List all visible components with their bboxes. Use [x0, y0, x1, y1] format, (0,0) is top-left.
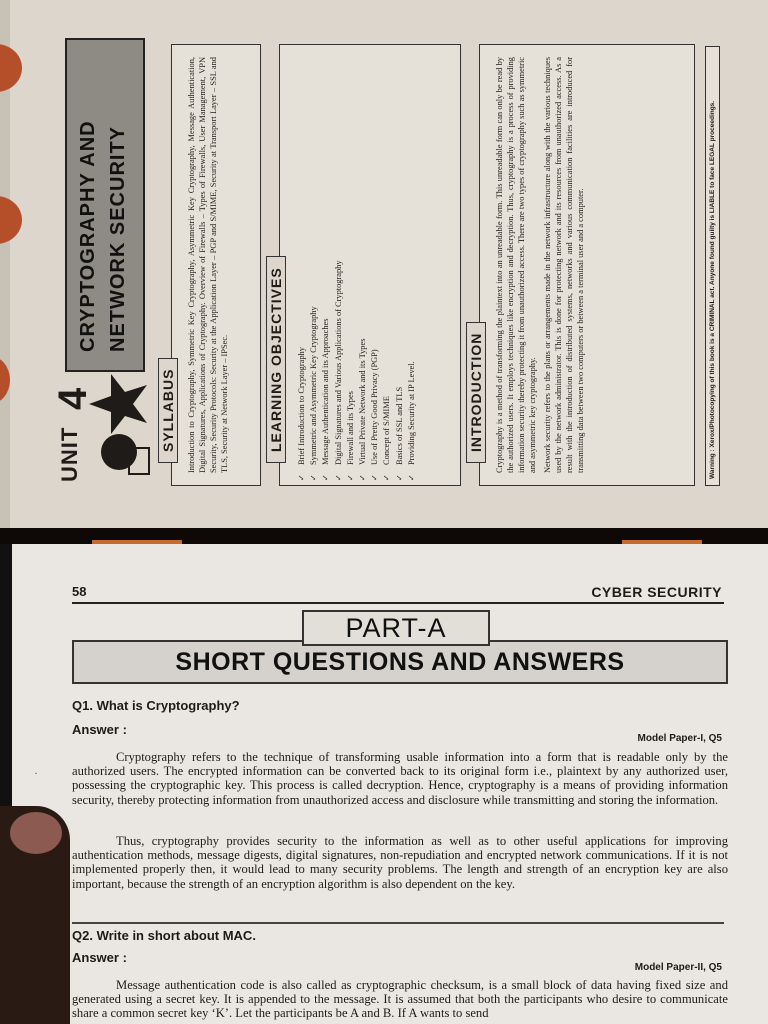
unit-label: UNIT: [57, 426, 82, 482]
learning-objectives-box: [268, 44, 461, 486]
pen-mark: ·: [34, 766, 38, 780]
unit-header: [47, 36, 157, 492]
objective-item: ✓ Virtual Private Network and its Types: [357, 57, 369, 465]
objective-item: ✓ Symmetric and Asymmetric Key Cryptography: [308, 57, 320, 465]
introduction-box: [468, 44, 695, 486]
objective-item: ✓ Firewall and its Types: [345, 57, 357, 465]
running-head: CYBER SECURITY: [591, 584, 722, 600]
objective-item: ✓ Use of Pretty Good Privacy (PGP): [369, 57, 381, 465]
section-title: SHORT QUESTIONS AND ANSWERS: [175, 648, 625, 676]
model-paper-ref: Model Paper-I, Q5: [637, 733, 722, 744]
introduction-heading: INTRODUCTION: [466, 322, 486, 463]
unit-title-line-1: CRYPTOGRAPHY AND: [77, 120, 99, 352]
part-title: PART-A: [345, 613, 447, 643]
objective-item: ✓ Providing Security at IP Level.: [406, 57, 418, 465]
syllabus-heading: SYLLABUS: [158, 358, 178, 463]
question-divider: [72, 922, 724, 924]
part-title-banner: [302, 610, 490, 646]
objectives-list: [280, 45, 424, 485]
syllabus-box: [160, 44, 261, 486]
answer-paragraph: Message authentication code is also called as cryptographic checksum, is a small block of data having fixed size and generated using a secret key. It is appended to the message. It is assumed that both the participants who desire to communicate share a common secret key ‘K’. Let the participants be A and B. If A wants to send: [72, 978, 728, 1021]
introduction-paragraph: Network security refers to the plans or arrangements made in the network infrastructure along with the various techniques used by the network administrator. This is done for protecting network and its resources from unauthorized access. As a result with the introduction of distributed systems, networks and various communication facilities are introduced for transmitting data between two computers or between a terminal user and a computer.: [543, 57, 585, 473]
objective-item: ✓ Concept of S/MIME: [381, 57, 393, 465]
unit-badge: [51, 372, 149, 482]
question-1: Q1. What is Cryptography?: [72, 698, 240, 713]
objective-item: ✓ Brief Introduction to Cryptography: [296, 57, 308, 465]
objective-item: ✓ Message Authentication and its Approaches: [320, 57, 332, 465]
answer-paragraph: Thus, cryptography provides security to the information as well as to other useful applications for improving authentication methods, message digests, digital signatures, non-repudiation and encrypted network communications. If it is not implemented properly then, it would lead to many security problems. The length and strength of an encryption key are also important, because the strength of an encryption algorithm is also dependent on the key.: [72, 834, 728, 891]
answer-label: Answer :: [72, 950, 127, 965]
answer-label: Answer :: [72, 722, 127, 737]
finger-tip: [0, 356, 10, 404]
model-paper-ref: Model Paper-II, Q5: [634, 962, 722, 973]
syllabus-text: Introduction to Cryptography, Symmetric Key Cryptography, Asymmetric Key Cryptography, Message Authentication, Digital Signatures, Applications of Cryptography. Overview of Firewalls – Types of Firewalls, User Management, VPN Security, Security Protocols: Security at the Application Layer – PGP and S/MIME, Security at Transport Layer – SSL and TLS, Security at Network Layer – IPSec.: [187, 57, 229, 473]
learning-objectives-heading: LEARNING OBJECTIVES: [266, 256, 286, 463]
introduction-paragraph: Cryptography is a method of transforming the plaintext into an unreadable form. This unreadable form can only be read by the authorized users. It employs techniques like encryption and decryption. Thus, cryptography is a process of providing information security thereby protecting it from unauthorized access. There are two types of cryptography such as symmetric and asymmetric key cryptography.: [495, 57, 537, 473]
question-2: Q2. Write in short about MAC.: [72, 928, 256, 943]
section-title-banner: [72, 640, 728, 684]
rotated-unit-page: [39, 36, 729, 492]
answer-paragraph: Cryptography refers to the technique of transforming usable information into a form that is readable only by the authorized users. The encrypted information can be converted back to its original form i.e., plaintext by any authorized user, possessing the cryptographic key. This process is called decryption. Hence, cryptography is a means of providing information security, thereby protecting information from unauthorized access and disclosure while transmitting and storing the information.: [72, 750, 728, 807]
unit-number: 4: [51, 387, 95, 410]
unit-shapes-icon: [83, 372, 153, 482]
copyright-warning: Warning : Xerox/Photocopying of this book is a CRIMINAL act. Anyone found guilty is LIABLE to face LEGAL proceedings.: [705, 46, 720, 486]
thumb: [0, 806, 70, 1024]
objective-item: ✓ Basics of SSL and TLS: [394, 57, 406, 465]
unit-title-band: [65, 38, 145, 372]
page-number: 58: [72, 584, 87, 599]
thumbnail-nail: [10, 812, 62, 854]
unit-title-line-2: NETWORK SECURITY: [107, 126, 129, 352]
header-rule: [72, 602, 724, 604]
objective-item: ✓ Digital Signatures and Various Applications of Cryptography: [333, 57, 345, 465]
bottom-page: [0, 544, 768, 1024]
